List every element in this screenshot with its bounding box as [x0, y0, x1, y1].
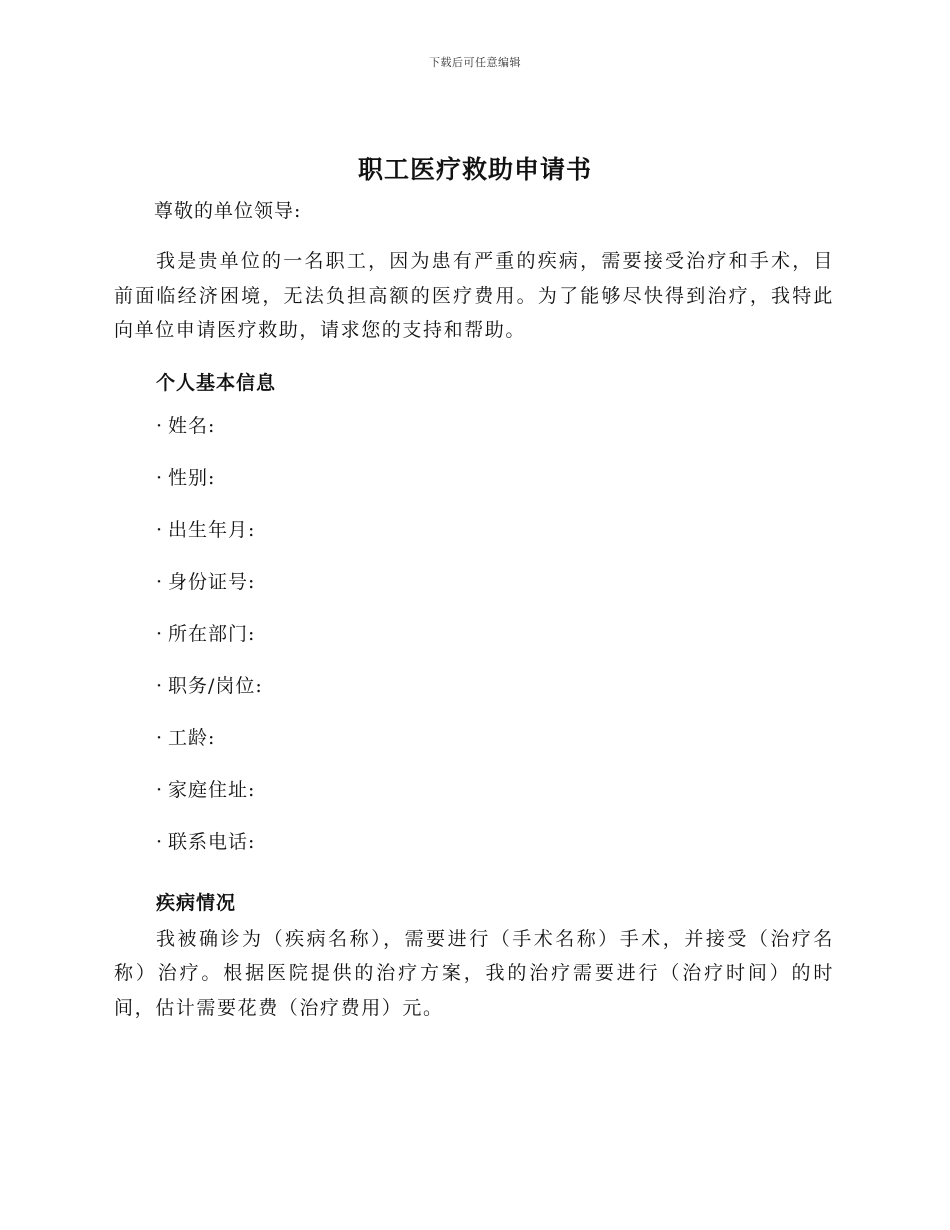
- field-label: 工龄:: [168, 726, 216, 749]
- field-name: [114, 400, 834, 452]
- field-birth-date: [114, 504, 834, 556]
- document-title: 职工医疗救助申请书: [357, 155, 592, 184]
- bullet-marker: ·: [156, 622, 164, 645]
- field-label: 家庭住址:: [168, 778, 256, 801]
- field-label: 联系电话:: [168, 830, 256, 853]
- field-position: [114, 660, 834, 712]
- bullet-marker: ·: [156, 674, 164, 697]
- field-id-number: [114, 556, 834, 608]
- field-label: 职务/岗位:: [168, 674, 263, 697]
- intro-paragraph: 我是贵单位的一名职工，因为患有严重的疾病，需要接受治疗和手术，目前面临经济困境，无法负担高额的医疗费用。为了能够尽快得到治疗，我特此向单位申请医疗救助，请求您的支持和帮助。: [114, 250, 834, 341]
- personal-info-heading: 个人基本信息: [156, 371, 277, 394]
- field-label: 身份证号:: [168, 570, 256, 593]
- field-label: 所在部门:: [168, 622, 256, 645]
- personal-info-list: [114, 400, 834, 868]
- document-body: [114, 194, 834, 1025]
- personal-info-section: [114, 400, 834, 868]
- header-note: 下载后可任意编辑: [429, 56, 521, 69]
- field-label: 出生年月:: [168, 518, 256, 541]
- field-phone: [114, 816, 834, 868]
- field-department: [114, 608, 834, 660]
- bullet-marker: ·: [156, 726, 164, 749]
- bullet-marker: ·: [156, 830, 164, 853]
- bullet-marker: ·: [156, 414, 164, 437]
- bullet-marker: ·: [156, 778, 164, 801]
- field-gender: [114, 452, 834, 504]
- bullet-marker: ·: [156, 466, 164, 489]
- illness-paragraph: 我被确诊为（疾病名称），需要进行（手术名称）手术，并接受（治疗名称）治疗。根据医院提供的治疗方案，我的治疗需要进行（治疗时间）的时间，估计需要花费（治疗费用）元。: [114, 927, 834, 1019]
- field-label: 姓名:: [168, 414, 216, 437]
- illness-heading: 疾病情况: [156, 891, 237, 914]
- bullet-marker: ·: [156, 570, 164, 593]
- field-label: 性别:: [168, 466, 216, 489]
- field-seniority: [114, 712, 834, 764]
- salutation: 尊敬的单位领导:: [154, 200, 302, 222]
- field-home-address: [114, 764, 834, 816]
- bullet-marker: ·: [156, 518, 164, 541]
